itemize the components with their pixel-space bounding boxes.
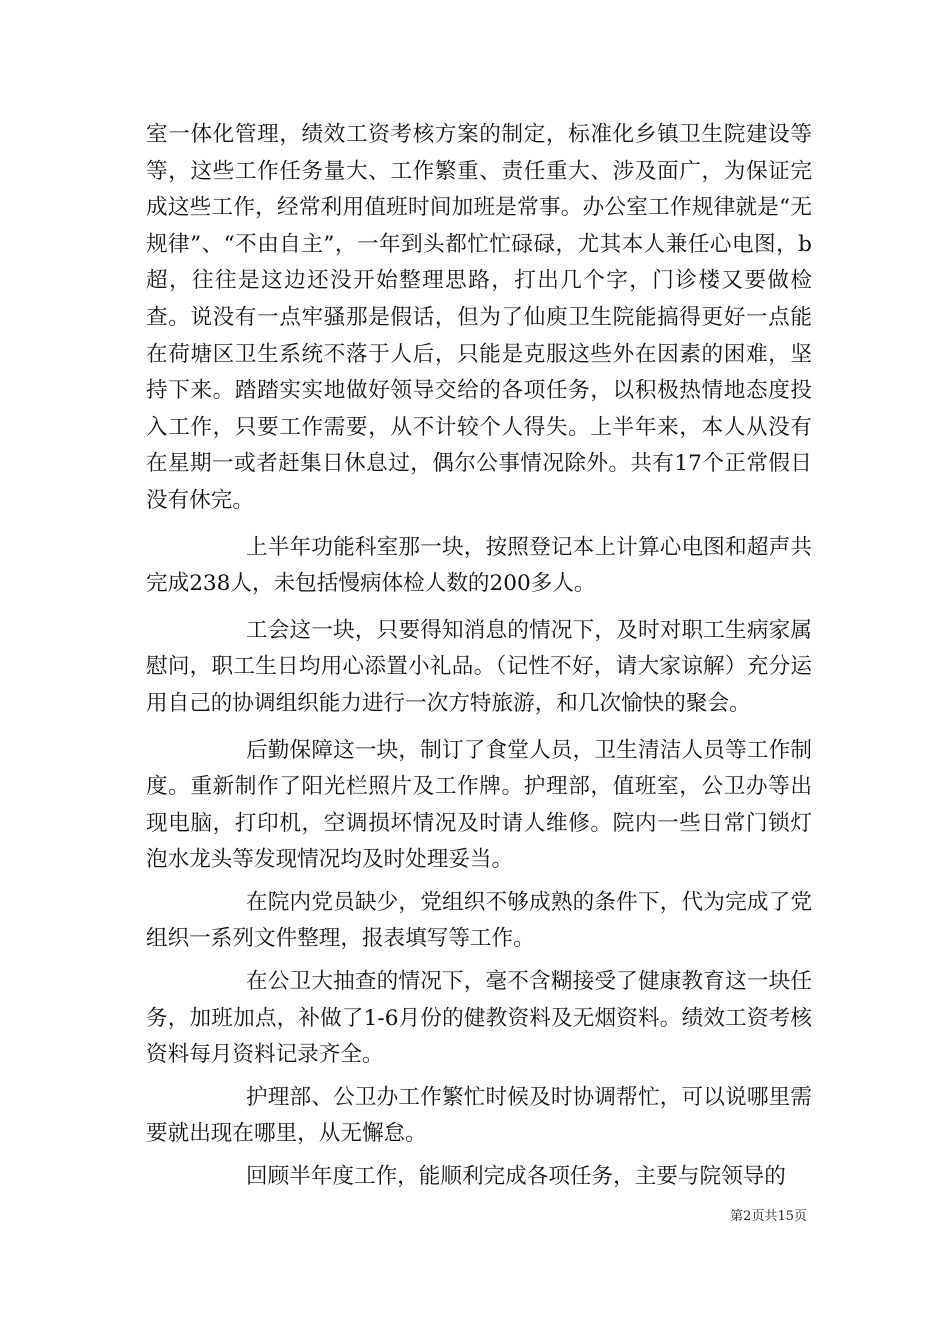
paragraph-6: 在公卫大抽查的情况下，毫不含糊接受了健康教育这一块任务，加班加点，补做了1-6月份的健教资料及无烟资料。绩效工资考核资料每月资料记录齐全。 xyxy=(146,969,812,1068)
paragraph-1: 室一体化管理，绩效工资考核方案的制定，标准化乡镇卫生院建设等等，这些工作任务量大、工作繁重、责任重大、涉及面广，为保证完成这些工作，经常利用值班时间加班是常事。办公室工作规律就是“无规律”、“不由自主”，一年到头都忙忙碌碌，尤其本人兼任心电图，b超，往往是这边还没开始整理思路，打出几个字，门诊楼又要做检查。说没有一点牢骚那是假话，但为了仙庾卫生院能搞得更好一点能在荷塘区卫生系统不落于人后，只能是克服这些外在因素的困难，坚持下来。踏踏实实地做好领导交给的各项任务，以积极热情地态度投入工作，只要工作需要，从不计较个人得失。上半年来，本人从没有在星期一或者赶集日休息过，偶尔公事情况除外。共有17个正常假日没有休完。 xyxy=(146,122,812,513)
paragraph-7: 护理部、公卫办工作繁忙时候及时协调帮忙，可以说哪里需要就出现在哪里，从无懈怠。 xyxy=(146,1084,812,1147)
paragraph-8: 回顾半年度工作，能顺利完成各项任务，主要与院领导的 xyxy=(246,1164,786,1190)
paragraph-3: 工会这一块，只要得知消息的情况下，及时对职工生病家属慰问，职工生日均用心添置小礼品。（记性不好，请大家谅解）充分运用自己的协调组织能力进行一次方特旅游，和几次愉快的聚会。 xyxy=(146,617,812,716)
page-number-footer: 第2页共15页 xyxy=(730,1209,807,1224)
document-body xyxy=(146,117,812,1196)
paragraph-5: 在院内党员缺少，党组织不够成熟的条件下，代为完成了党组织一系列文件整理，报表填写等工作。 xyxy=(146,889,812,952)
paragraph-2: 上半年功能科室那一块，按照登记本上计算心电图和超声共完成238人，未包括慢病体检人数的200多人。 xyxy=(146,534,812,597)
paragraph-4: 后勤保障这一块，制订了食堂人员，卫生清洁人员等工作制度。重新制作了阳光栏照片及工作牌。护理部，值班室，公卫办等出现电脑，打印机，空调损坏情况及时请人维修。院内一些日常门锁灯泡水龙头等发现情况均及时处理妥当。 xyxy=(146,737,812,873)
